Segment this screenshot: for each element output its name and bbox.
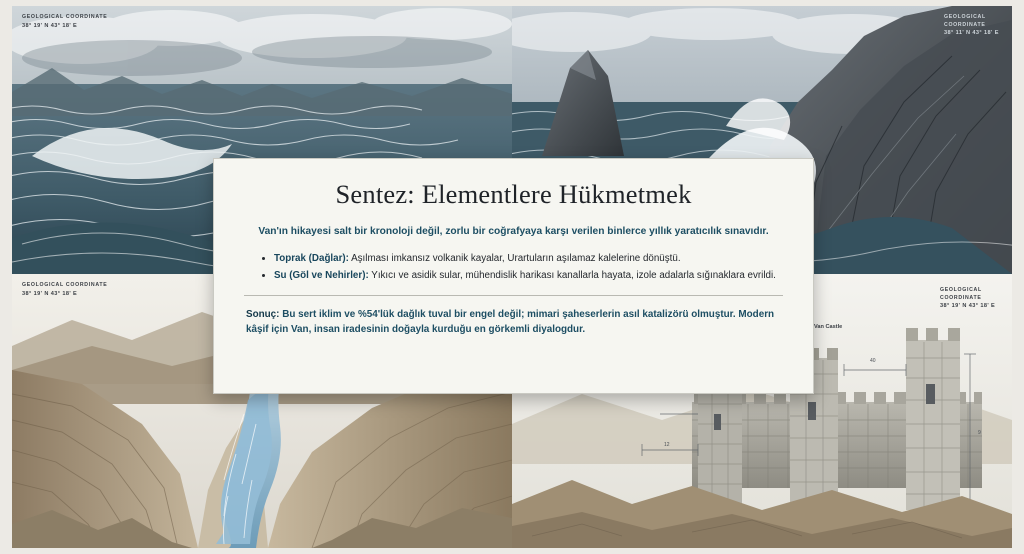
list-item [274, 269, 787, 284]
geo-coordinate-top-right: GEOLOGICAL COORDINATE 38° 11' N 43° 18' E [944, 14, 999, 37]
conclusion-label: Sonuç: [246, 308, 280, 320]
svg-text:Van Castle: Van Castle [814, 324, 843, 330]
point-label: Toprak (Dağlar): [274, 252, 349, 264]
conclusion-text [240, 307, 787, 339]
svg-text:12: 12 [664, 442, 670, 448]
svg-text:9: 9 [978, 430, 981, 436]
svg-text:40: 40 [870, 358, 876, 364]
divider [244, 295, 783, 296]
point-label: Su (Göl ve Nehirler): [274, 269, 369, 281]
list-item [274, 252, 787, 267]
card-lede: Van'ın hikayesi salt bir kronoloji değil, zorlu bir coğrafyaya karşı verilen binlerce yıllık yaratıcılık sınavıdır. [258, 226, 769, 237]
page-title: Sentez: Elementlere Hükmetmek [335, 179, 692, 209]
synthesis-card [213, 158, 814, 394]
geo-coordinate-bottom-right: GEOLOGICAL COORDINATE 38° 19' N 43° 18' E [940, 287, 996, 310]
point-text: Yıkıcı ve asidik sular, mühendislik harikası kanallarla hayata, izole adalarla sığınaklara evrildi. [368, 269, 776, 281]
key-points-list [274, 252, 787, 284]
point-text: Aşılması imkansız volkanik kayalar, Urartuların aşılamaz kalelerine dönüştü. [348, 252, 681, 264]
geo-coordinate-bottom-left: GEOLOGICAL COORDINATE 38° 19' N 43° 18' E [22, 282, 108, 297]
conclusion-body: Bu sert iklim ve %54'lük dağlık tuval bir engel değil; mimari şaheserlerin asıl katalizörü olmuştur. Modern kâşif için Van, insan iradesinin doğayla kurduğu en görkemli diyalogdur. [246, 308, 775, 336]
geo-coordinate-top-left: GEOLOGICAL COORDINATE 38° 19' N 43° 18' E [22, 14, 108, 29]
